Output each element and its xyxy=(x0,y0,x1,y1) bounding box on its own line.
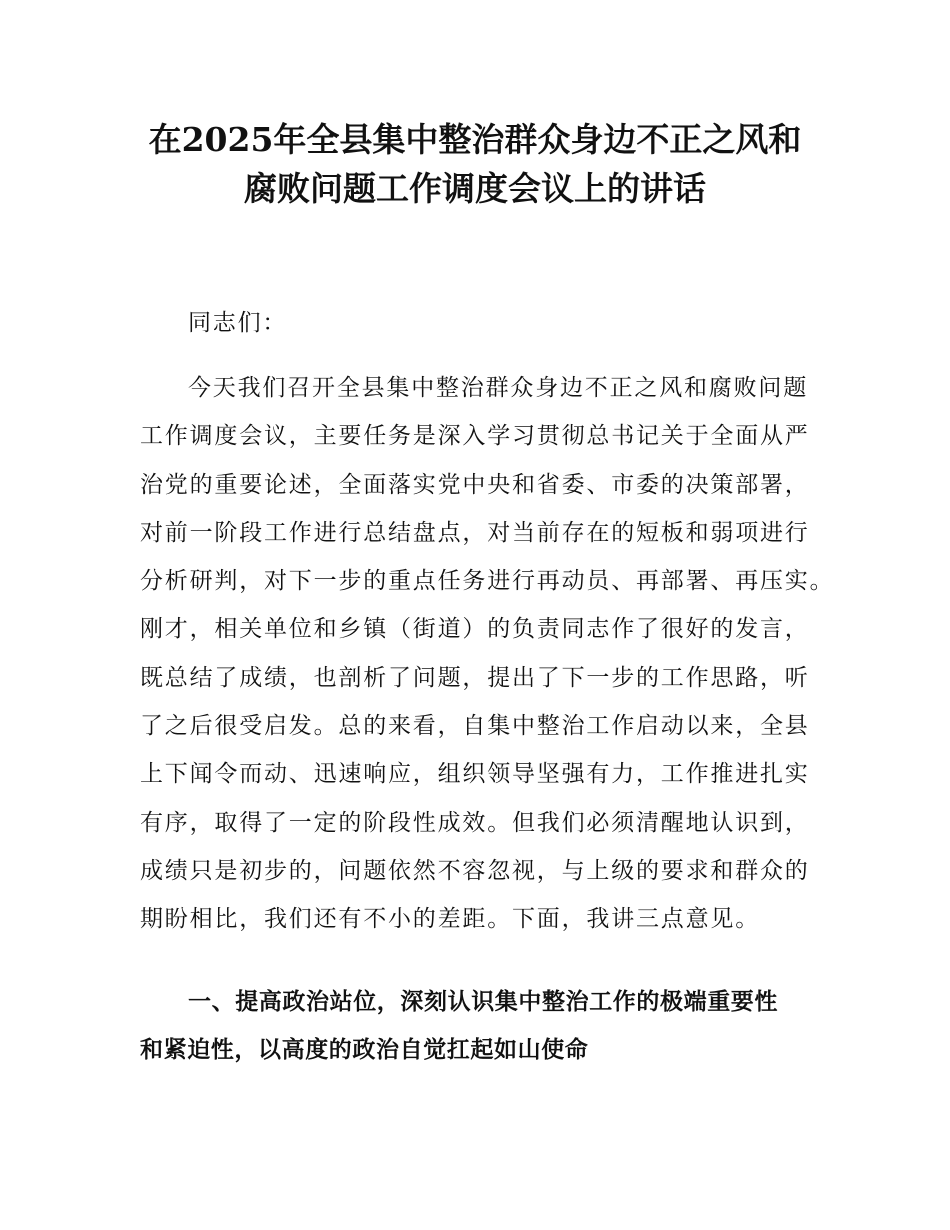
paragraph-1-line: 今天我们召开全县集中整治群众身边不正之风和腐败问题 xyxy=(188,375,808,401)
document-title-line-2: 腐败问题工作调度会议上的讲话 xyxy=(244,169,706,208)
paragraph-1-line: 期盼相比，我们还有不小的差距。下面，我讲三点意见。 xyxy=(140,906,760,933)
paragraph-1 xyxy=(140,364,840,944)
salutation: 同志们： xyxy=(188,310,288,336)
paragraph-1-line: 有序，取得了一定的阶段性成效。但我们必须清醒地认识到， xyxy=(140,809,810,836)
paragraph-1-line: 上下闻令而动、迅速响应，组织领导坚强有力，工作推进扎实 xyxy=(140,761,810,788)
paragraph-1-line: 工作调度会议，主要任务是深入学习贯彻总书记关于全面从严 xyxy=(140,423,810,450)
paragraph-1-line: 了之后很受启发。总的来看，自集中整治工作启动以来，全县 xyxy=(140,713,810,740)
paragraph-1-line: 对前一阶段工作进行总结盘点，对当前存在的短板和弱项进行 xyxy=(140,519,810,546)
section-heading-1-line: 和紧迫性，以高度的政治自觉扛起如山使命 xyxy=(140,1037,589,1064)
section-heading-1 xyxy=(140,978,840,1075)
paragraph-1-line: 成绩只是初步的，问题依然不容忽视，与上级的要求和群众的 xyxy=(140,857,810,884)
paragraph-1-line: 刚才，相关单位和乡镇（街道）的负责同志作了很好的发言， xyxy=(140,616,810,643)
paragraph-1-line: 既总结了成绩，也剖析了问题，提出了下一步的工作思路，听 xyxy=(140,664,810,691)
document-title-line-1: 在2025年全县集中整治群众身边不正之风和 xyxy=(148,120,802,159)
paragraph-1-line: 治党的重要论述，全面落实党中央和省委、市委的决策部署， xyxy=(140,471,810,498)
paragraph-1-line: 分析研判，对下一步的重点任务进行再动员、再部署、再压实。 xyxy=(140,568,835,595)
section-heading-1-line: 一、提高政治站位，深刻认识集中整治工作的极端重要性 xyxy=(188,989,778,1015)
